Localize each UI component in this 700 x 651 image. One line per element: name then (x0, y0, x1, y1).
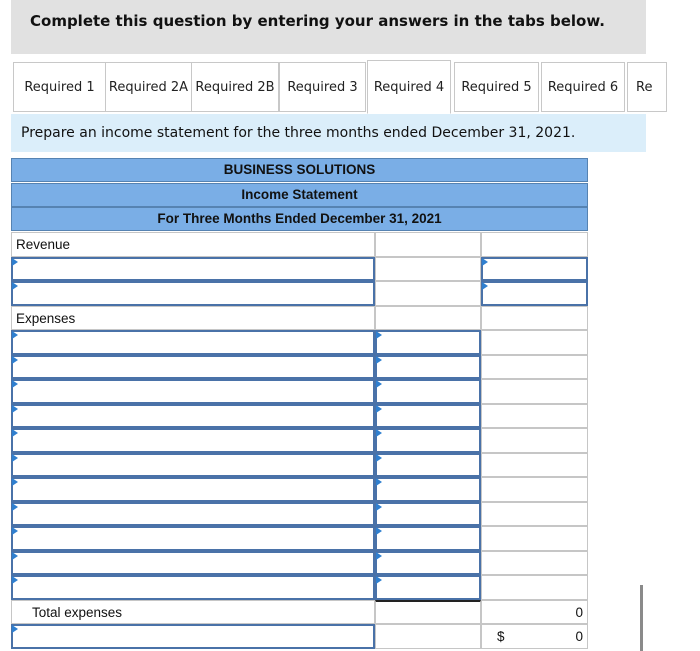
tab-required-1[interactable]: Required 1 (13, 62, 106, 112)
tab-required-5[interactable]: Required 5 (454, 62, 539, 112)
expense-account-input-2[interactable] (11, 355, 375, 379)
total-expenses-value-cell (481, 600, 588, 624)
company-name: BUSINESS SOLUTIONS (11, 158, 588, 182)
expense-amount-input-10[interactable] (375, 551, 481, 575)
revenue-label: Revenue (16, 237, 71, 252)
blank-cell (481, 453, 588, 477)
expense-amount-input-5[interactable] (375, 428, 481, 453)
blank-cell (481, 551, 588, 575)
revenue-account-input-2[interactable] (11, 281, 375, 306)
blank-cell (375, 600, 481, 624)
tab-required-3[interactable]: Required 3 (279, 62, 366, 112)
blank-cell (375, 306, 481, 330)
prompt-text: Prepare an income statement for the three months ended December 31, 2021. (21, 125, 576, 141)
statement-title: Income Statement (11, 183, 588, 207)
net-income-value: 0 (575, 629, 583, 644)
total-expenses-label-cell (11, 600, 375, 624)
tab-required-2b[interactable]: Required 2B (191, 62, 279, 112)
tab-required-4[interactable]: Required 4 (367, 60, 451, 114)
revenue-amount-input-2[interactable] (481, 281, 588, 306)
blank-cell (375, 257, 481, 281)
vertical-scrollbar[interactable] (640, 585, 643, 651)
blank-cell (375, 281, 481, 306)
blank-cell (481, 355, 588, 379)
blank-cell (481, 526, 588, 551)
revenue-account-input-1[interactable] (11, 257, 375, 281)
expense-amount-input-11[interactable] (375, 575, 481, 600)
tab-required-6[interactable]: Required 6 (541, 62, 625, 112)
blank-cell (481, 306, 588, 330)
blank-cell (375, 232, 481, 257)
net-income-label-input[interactable] (11, 624, 375, 649)
expense-account-input-1[interactable] (11, 330, 375, 355)
total-expenses-label: Total expenses (32, 605, 123, 620)
blank-cell (481, 575, 588, 600)
blank-cell (481, 502, 588, 526)
expense-account-input-11[interactable] (11, 575, 375, 600)
expense-account-input-6[interactable] (11, 453, 375, 477)
expense-amount-input-2[interactable] (375, 355, 481, 379)
instructions-text: Complete this question by entering your answers in the tabs below. (30, 12, 605, 30)
blank-cell (481, 232, 588, 257)
expense-amount-input-3[interactable] (375, 379, 481, 404)
tab-required-2a[interactable]: Required 2A (105, 62, 192, 112)
expense-account-input-4[interactable] (11, 404, 375, 428)
tab-required-7[interactable]: Re (627, 62, 667, 112)
expense-amount-input-6[interactable] (375, 453, 481, 477)
expense-account-input-7[interactable] (11, 477, 375, 502)
expense-amount-input-1[interactable] (375, 330, 481, 355)
expenses-label-cell (11, 306, 375, 330)
expense-account-input-3[interactable] (11, 379, 375, 404)
expense-amount-input-4[interactable] (375, 404, 481, 428)
blank-cell (481, 404, 588, 428)
total-expenses-value: 0 (575, 605, 583, 620)
net-income-value-cell (481, 624, 588, 649)
revenue-label-cell (11, 232, 375, 257)
expense-account-input-9[interactable] (11, 526, 375, 551)
expense-amount-input-9[interactable] (375, 526, 481, 551)
statement-period: For Three Months Ended December 31, 2021 (11, 207, 588, 231)
revenue-amount-input-1[interactable] (481, 257, 588, 281)
blank-cell (481, 428, 588, 453)
expense-account-input-8[interactable] (11, 502, 375, 526)
prompt-banner (11, 114, 646, 152)
expenses-label: Expenses (16, 311, 76, 326)
blank-cell (481, 477, 588, 502)
expense-amount-input-8[interactable] (375, 502, 481, 526)
expense-account-input-10[interactable] (11, 551, 375, 575)
blank-cell (481, 379, 588, 404)
blank-cell (481, 330, 588, 355)
currency-symbol: $ (497, 629, 505, 644)
blank-cell (375, 624, 481, 649)
expense-amount-input-7[interactable] (375, 477, 481, 502)
expense-account-input-5[interactable] (11, 428, 375, 453)
instructions-banner (11, 0, 646, 54)
tab-bar (11, 60, 653, 115)
